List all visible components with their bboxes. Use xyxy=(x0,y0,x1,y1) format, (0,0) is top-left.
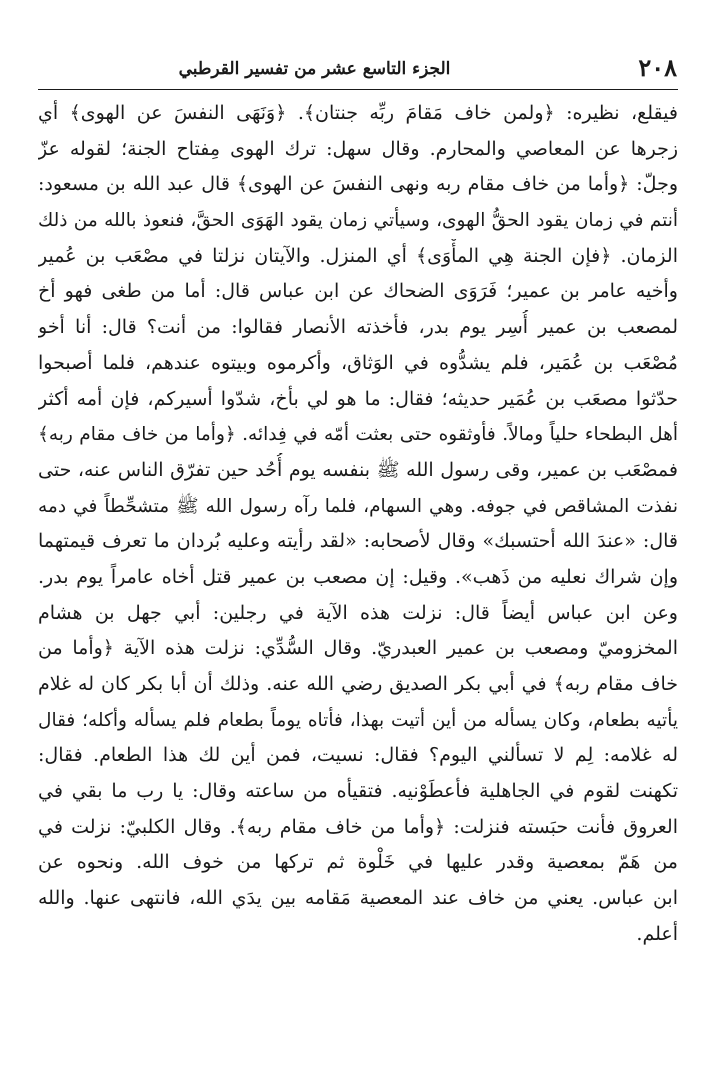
text-line: له غلامه: لِم لا تسألني اليوم؟ فقال: نسيت، فمن أين لك هذا الطعام. فقال: xyxy=(38,744,678,767)
text-line: أهل البطحاء حلياً ومالاً. فأوثقوه حتى بعثت أمّه في فِدائه. ﴿وأما من خاف مقام ربه﴾ xyxy=(38,424,678,446)
text-line: العروق فأنت حبَسته فنزلت: ﴿وأما من خاف مقام ربه﴾. وقال الكلبيّ: نزلت في xyxy=(38,815,678,838)
text-line: مُصْعَب بن عُمَير، فلم يشدُّوه في الوَثاق، وأكرموه وبيتوه عندهم، فلما أصبحوا xyxy=(38,351,678,374)
text-line: من هَمّ بمعصية وقدر عليها في خَلْوة ثم تركها من خوف الله. ونحوه عن xyxy=(38,851,678,874)
text-line: يأتيه بطعام، وكان يسأله من أين أتيت بهذا، فأتاه يوماً بطعام فلم يسأله وأكله؛ فقال xyxy=(38,709,678,731)
text-line: وجلّ: ﴿وأما من خاف مقام ربه ونهى النفسَ عن الهوى﴾ قال عبد الله بن مسعود: xyxy=(38,173,678,196)
header-divider xyxy=(38,89,678,90)
text-line: تكهنت لقوم في الجاهلية فأعطَوْنيه. فتقيأه من ساعته وقال: يا رب ما بقي في xyxy=(38,780,678,803)
text-line: نفذت المشاقص في جوفه. وهي السهام، فلما رآه رسول الله ﷺ متشحِّطاً في دمه xyxy=(38,495,678,517)
text-line: وإن شراك نعليه من ذَهب». وقيل: إن مصعب بن عمير قتل أخاه عامراً يوم بدر. xyxy=(38,565,678,588)
text-line: وعن ابن عباس أيضاً قال: نزلت هذه الآية في رجلين: أبي جهل بن هشام xyxy=(38,601,678,624)
text-line: خاف مقام ربه﴾ في أبي بكر الصديق رضي الله عنه. وذلك أن أبا بكر كان له غلام xyxy=(38,673,678,695)
page-header xyxy=(42,52,677,88)
text-line: لمصعب بن عمير أُسِر يوم بدر، فأخذته الأنصار فقالوا: من أنت؟ قال: أنا أخو xyxy=(38,316,678,339)
text-line: ابن عباس. يعني من خاف عند المعصية مَقامه بين يدَي الله، فانتهى عنها. والله xyxy=(38,887,678,910)
text-line: زجرها عن المعاصي والمحارم. وقال سهل: ترك الهوى مِفتاح الجنة؛ لقوله عزّ xyxy=(38,137,678,160)
text-line: الزمان. ﴿فإن الجنة هِي المأْوَى﴾ أي المنزل. والآيتان نزلتا في مصْعَب بن عُمير xyxy=(38,244,678,267)
text-line: وأخيه عامر بن عمير؛ فَرَوَى الضحاك عن ابن عباس قال: أما من طغى فهو أخ xyxy=(38,280,678,303)
text-line-last: أعلم. xyxy=(636,922,678,945)
page-number: ٢٠٨ xyxy=(638,53,677,82)
text-line: فمصْعَب بن عمير، وقى رسول الله ﷺ بنفسه يوم أُحُد حين تفرّق الناس عنه، حتى xyxy=(38,458,678,481)
text-line: أنتم في زمان يقود الحقُّ الهوى، وسيأتي زمان يقود الهَوَى الحقَّ، فنعوذ بالله من ذلك xyxy=(38,210,678,232)
text-line: فيقلع، نظيره: ﴿ولمن خاف مَقامَ ربِّه جنتان﴾. ﴿وَنَهَى النفسَ عن الهوى﴾ أي xyxy=(38,102,678,124)
text-line: حدّثوا مصعَب بن عُمَير حديثه؛ فقال: ما هو لي بأخ، شدّوا أسيركم، فإن أمه أكثر xyxy=(38,387,678,410)
running-title: الجزء التاسع عشر من تفسير القرطبي xyxy=(178,59,451,79)
text-line: قال: «عندَ الله أحتسبك» وقال لأصحابه: «لقد رأيته وعليه بُردان ما تعرف قيمتهما xyxy=(38,530,678,553)
text-line: المخزوميّ ومصعب بن عمير العبدريّ. وقال السُّدِّي: نزلت هذه الآية ﴿وأما من xyxy=(38,637,678,660)
body-text xyxy=(38,96,678,953)
